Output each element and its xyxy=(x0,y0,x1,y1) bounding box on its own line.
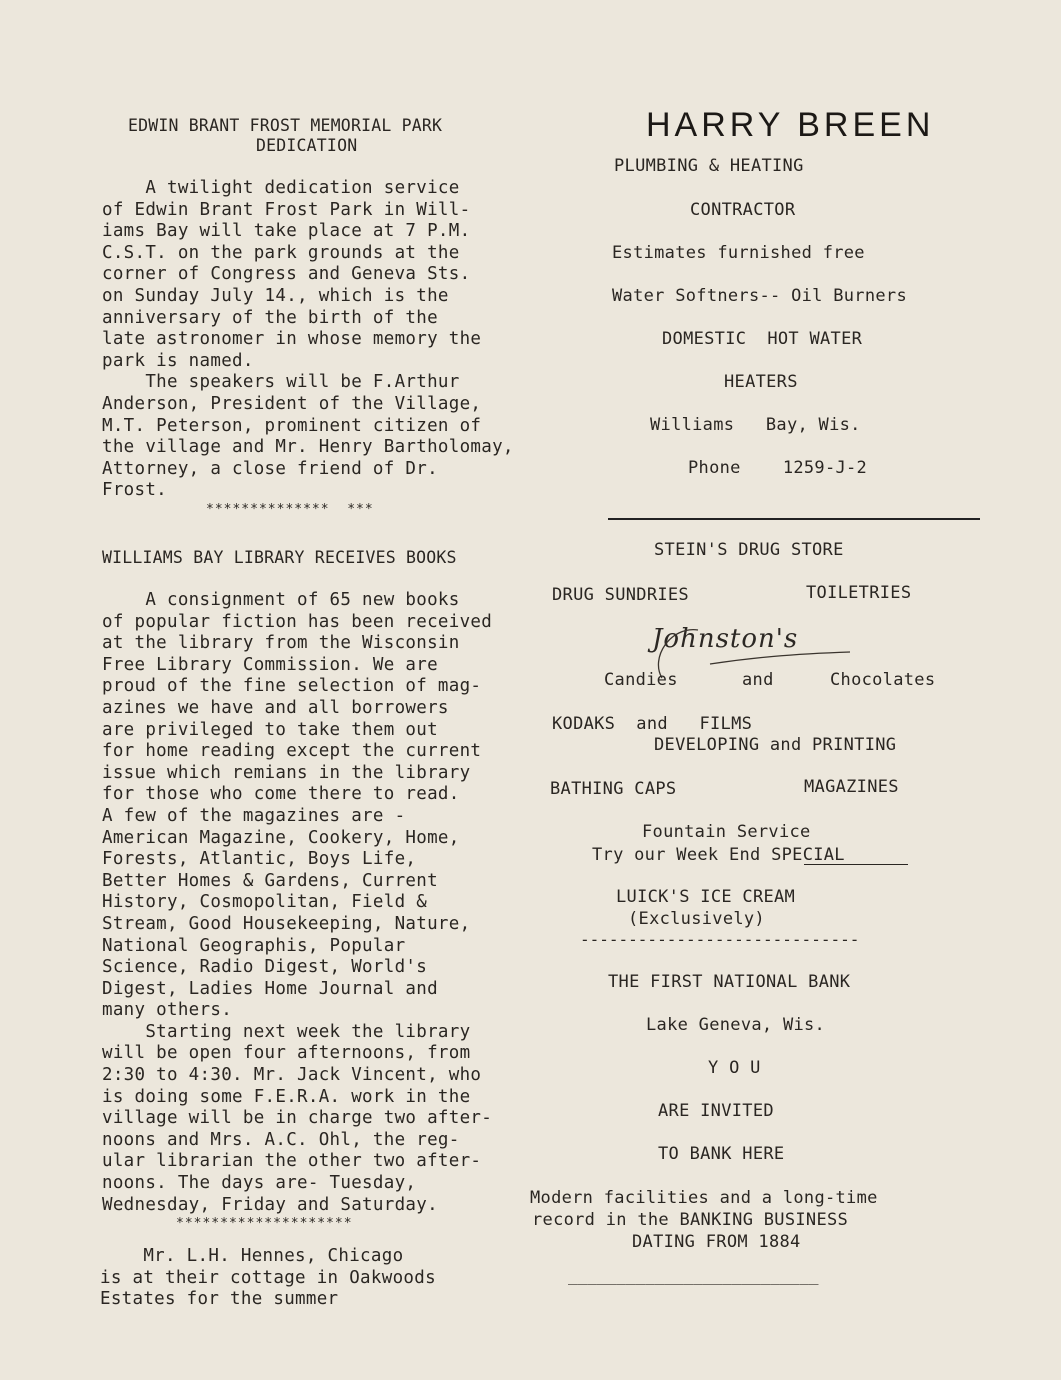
dash-divider-1: ----------------------------- xyxy=(580,930,860,949)
stein-toiletries: TOILETRIES xyxy=(806,583,912,603)
body-line: the village and Mr. Henry Bartholomay, xyxy=(102,437,514,458)
bank-title: THE FIRST NATIONAL BANK xyxy=(608,972,851,992)
stein-bathing-caps: BATHING CAPS xyxy=(550,779,677,799)
body-line: village will be in charge two after- xyxy=(102,1108,493,1129)
body-line: Mr. L.H. Hennes, Chicago xyxy=(100,1246,404,1266)
stein-and: and xyxy=(742,670,774,690)
body-line: 2:30 to 4:30. Mr. Jack Vincent, who xyxy=(102,1065,482,1086)
stein-fountain: Fountain Service xyxy=(642,822,811,842)
breen-line-3: Estimates furnished free xyxy=(612,243,865,263)
stein-exclusive: (Exclusively) xyxy=(628,909,765,929)
body-line: azines we have and all borrowers xyxy=(102,697,449,718)
body-line: issue which remians in the library xyxy=(102,762,471,783)
breen-line-6: HEATERS xyxy=(724,372,798,392)
body-line: Wednesday, Friday and Saturday. xyxy=(102,1194,438,1215)
breen-line-2: CONTRACTOR xyxy=(690,200,796,220)
body-line: Frost. xyxy=(102,480,168,501)
article1-heading-line1: EDWIN BRANT FROST MEMORIAL PARK xyxy=(128,116,443,135)
article1-heading-line2: DEDICATION xyxy=(256,136,358,155)
body-line: for those who come there to read. xyxy=(102,784,460,805)
body-line: on Sunday July 14., which is the xyxy=(102,285,449,306)
body-line: A few of the magazines are - xyxy=(102,805,406,826)
body-line: A twilight dedication service xyxy=(102,178,460,198)
body-line: National Geographis, Popular xyxy=(102,935,406,956)
body-line: park is named. xyxy=(102,350,254,371)
bank-record-3: DATING FROM 1884 xyxy=(632,1232,801,1252)
article2-heading: WILLIAMS BAY LIBRARY RECEIVES BOOKS xyxy=(102,548,457,567)
body-line: C.S.T. on the park grounds at the xyxy=(102,242,460,263)
breen-line-1: PLUMBING & HEATING xyxy=(614,156,804,176)
body-line: Free Library Commission. We are xyxy=(102,654,438,675)
article2-body xyxy=(102,590,492,1216)
body-line: noons. The days are- Tuesday, xyxy=(102,1173,417,1194)
breen-brand: HARRY BREEN xyxy=(646,106,935,144)
body-line: is at their cottage in Oakwoods xyxy=(100,1267,436,1288)
body-line: corner of Congress and Geneva Sts. xyxy=(102,264,471,285)
body-line: Forests, Atlantic, Boys Life, xyxy=(102,849,417,870)
johnstons-script-logo: Johnston's xyxy=(652,624,799,654)
body-line: Anderson, President of the Village, xyxy=(102,393,482,414)
body-line: American Magazine, Cookery, Home, xyxy=(102,827,460,848)
stein-title: STEIN'S DRUG STORE xyxy=(654,540,844,560)
breen-line-8: Phone 1259-J-2 xyxy=(688,458,868,478)
bank-city: Lake Geneva, Wis. xyxy=(646,1015,826,1035)
body-line: iams Bay will take place at 7 P.M. xyxy=(102,221,471,242)
body-line: History, Cosmopolitan, Field & xyxy=(102,892,428,913)
body-line: ular librarian the other two after- xyxy=(102,1151,482,1172)
body-line: A consignment of 65 new books xyxy=(102,590,460,610)
body-line: many others. xyxy=(102,1000,233,1021)
stein-chocolates: Chocolates xyxy=(830,670,936,690)
stein-drug-sundries: DRUG SUNDRIES xyxy=(552,585,689,605)
bank-invited: ARE INVITED xyxy=(658,1101,774,1121)
stein-weekend: Try our Week End SPECIAL xyxy=(592,845,845,865)
body-line: will be open four afternoons, from xyxy=(102,1043,471,1064)
breen-line-5: DOMESTIC HOT WATER xyxy=(662,329,863,349)
article1-separator: ************** *** xyxy=(206,502,374,517)
body-line: Stream, Good Housekeeping, Nature, xyxy=(102,913,471,934)
body-line: of Edwin Brant Frost Park in Will- xyxy=(102,199,471,220)
body-line: Estates for the summer xyxy=(100,1289,339,1310)
body-line: noons and Mrs. A.C. Ohl, the reg- xyxy=(102,1129,460,1150)
bank-record-1: Modern facilities and a long-time xyxy=(530,1188,878,1208)
article1-body xyxy=(102,178,514,502)
stein-icecream: LUICK'S ICE CREAM xyxy=(616,887,796,907)
body-line: at the library from the Wisconsin xyxy=(102,633,460,654)
body-line: The speakers will be F.Arthur xyxy=(102,372,460,393)
article3-body xyxy=(100,1246,436,1311)
bank-record-2: record in the BANKING BUSINESS xyxy=(532,1210,849,1230)
special-underline xyxy=(804,864,908,865)
breen-line-7: Williams Bay, Wis. xyxy=(650,415,861,435)
section-rule xyxy=(608,518,980,520)
stein-magazines: MAGAZINES xyxy=(804,777,899,797)
bank-you: Y O U xyxy=(708,1058,761,1078)
stein-candies: Candies xyxy=(604,670,678,690)
body-line: of popular fiction has been received xyxy=(102,611,493,632)
body-line: Science, Radio Digest, World's xyxy=(102,957,428,978)
breen-line-4: Water Softners-- Oil Burners xyxy=(612,286,907,306)
body-line: Better Homes & Gardens, Current xyxy=(102,870,438,891)
body-line: Digest, Ladies Home Journal and xyxy=(102,978,438,999)
body-line: is doing some F.E.R.A. work in the xyxy=(102,1086,471,1107)
stein-developing: DEVELOPING and PRINTING xyxy=(654,735,897,755)
dash-divider-2: __________________________ xyxy=(568,1266,819,1285)
body-line: anniversary of the birth of the xyxy=(102,307,438,328)
stein-kodaks: KODAKS and FILMS xyxy=(552,714,753,734)
article2-separator: ******************** xyxy=(176,1216,353,1231)
bank-here: TO BANK HERE xyxy=(658,1144,785,1164)
body-line: proud of the fine selection of mag- xyxy=(102,676,482,697)
body-line: Starting next week the library xyxy=(102,1021,471,1042)
body-line: late astronomer in whose memory the xyxy=(102,329,482,350)
body-line: for home reading except the current xyxy=(102,741,482,762)
body-line: Attorney, a close friend of Dr. xyxy=(102,458,438,479)
body-line: M.T. Peterson, prominent citizen of xyxy=(102,415,482,436)
body-line: are privileged to take them out xyxy=(102,719,438,740)
